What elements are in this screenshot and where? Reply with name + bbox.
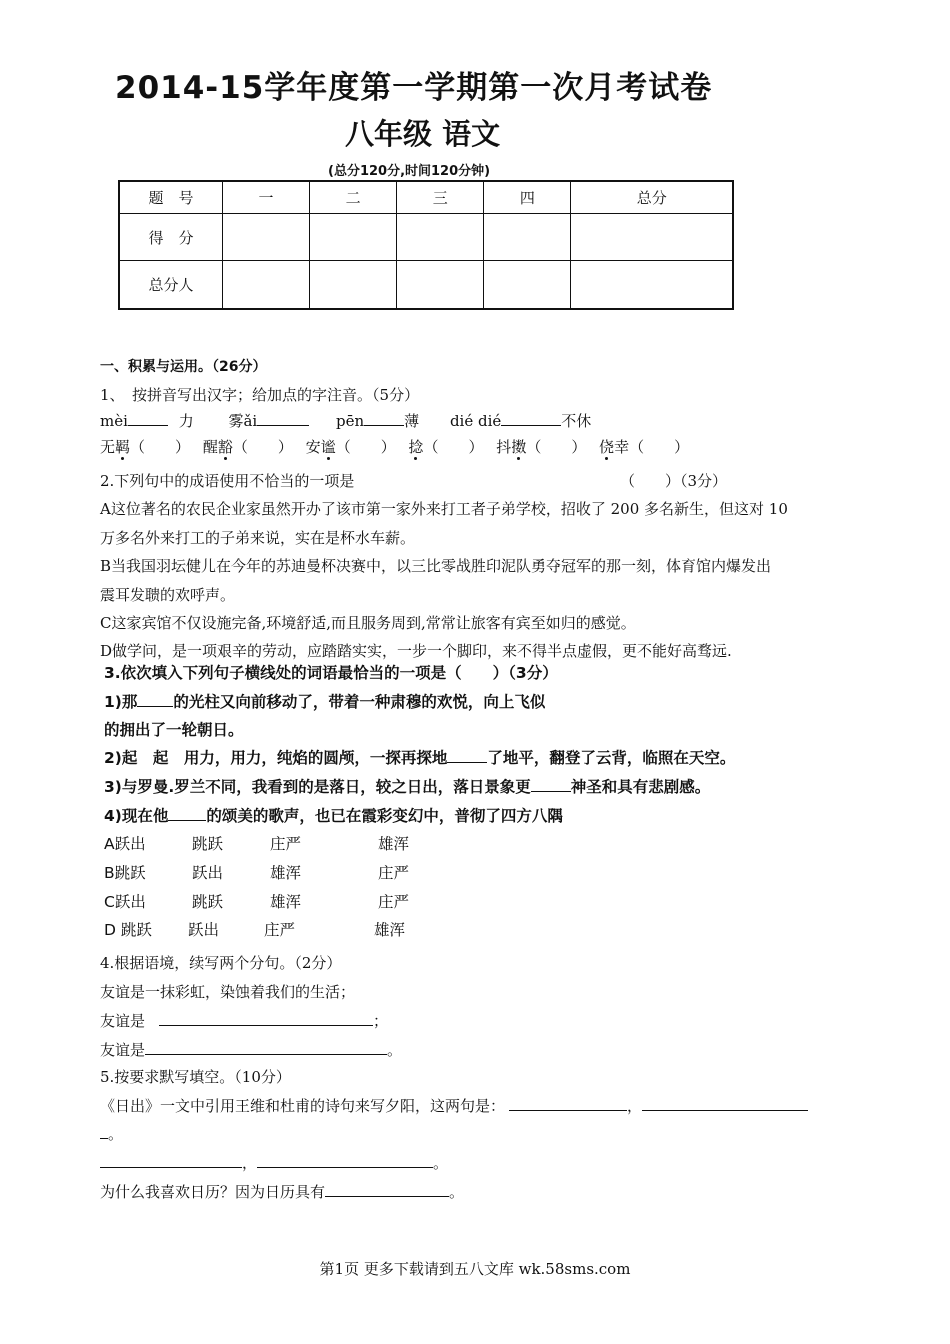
text: 。	[433, 1154, 449, 1172]
blank[interactable]	[257, 411, 309, 426]
score-cell[interactable]	[484, 261, 571, 310]
score-col-header: 一	[223, 181, 310, 214]
q2-stem: 2.下列句中的成语使用不恰当的一项是	[100, 472, 355, 490]
option-text: 庄严	[378, 893, 410, 911]
blank[interactable]	[128, 411, 168, 426]
pinyin: 力	[178, 412, 194, 430]
text: 友谊是	[100, 1012, 146, 1030]
text: ，	[242, 1154, 258, 1172]
score-col-header: 三	[397, 181, 484, 214]
option-text: 跳跃	[192, 835, 224, 853]
option-text: 雄浑	[374, 921, 406, 939]
word-item: 安谧（ ）	[305, 438, 396, 456]
score-col-header: 四	[484, 181, 571, 214]
q4-line-3	[100, 1039, 402, 1060]
section-heading: 一、积累与运用。（26分）	[100, 359, 267, 375]
text: 的颂美的歌声，也已在霞彩变幻中，普彻了四方八隅	[206, 807, 563, 825]
text: 为什么我喜欢日历？因为日历具有	[100, 1183, 326, 1201]
pinyin: 雾ǎi	[228, 412, 258, 430]
q1-words-line	[100, 436, 689, 457]
option-text: 雄浑	[270, 864, 302, 882]
text: 1)那	[104, 693, 138, 711]
q1-stem: 1、 按拼音写出汉字；给加点的字注音。（5分）	[100, 386, 420, 404]
q5-line-1	[100, 1095, 808, 1116]
word-item: 无羁（ ）	[100, 438, 191, 456]
emphasis-char: 豁	[217, 438, 233, 456]
q1-pinyin-line	[100, 410, 591, 431]
score-cell[interactable]	[571, 214, 733, 261]
q3-option-c	[104, 890, 409, 912]
text: ；	[373, 1012, 389, 1030]
text: 《日出》一文中引用王维和杜甫的诗句来写夕阳，这两句是：	[100, 1097, 506, 1115]
answer-blank[interactable]	[145, 1040, 387, 1055]
q3-option-a	[104, 832, 409, 854]
answer-blank[interactable]	[325, 1182, 449, 1197]
blank[interactable]	[137, 692, 173, 707]
text: 友谊是	[100, 1041, 146, 1059]
answer-blank[interactable]	[100, 1153, 242, 1168]
score-cell[interactable]	[571, 261, 733, 310]
answer-blank[interactable]	[159, 1011, 373, 1026]
text: 2)起 起 用力，用力，纯焰的圆颅，一探再探地	[104, 749, 448, 767]
score-col-header: 二	[310, 181, 397, 214]
q2-option-b-cont: 震耳发聩的欢呼声。	[100, 586, 236, 604]
emphasis-char: 谧	[320, 438, 336, 456]
answer-blank[interactable]	[257, 1153, 433, 1168]
answer-blank[interactable]	[509, 1096, 627, 1111]
blank[interactable]	[531, 777, 571, 792]
q3-sentence-2	[104, 746, 735, 768]
text: 4)现在他	[104, 807, 169, 825]
blank[interactable]	[501, 411, 561, 426]
q3-sentence-3	[104, 775, 710, 797]
option-text: 庄严	[270, 835, 302, 853]
blank[interactable]	[447, 748, 487, 763]
pinyin: mèi	[100, 412, 128, 430]
q3-option-b	[104, 861, 409, 883]
score-col-header: 题 号	[119, 181, 223, 214]
exam-note: (总分120分,时间120分钟)	[328, 164, 491, 179]
word-item: 抖擞（ ）	[496, 438, 587, 456]
score-row-header: 得 分	[119, 214, 223, 261]
emphasis-char: 侥	[599, 438, 615, 456]
q3-sentence-1	[104, 690, 545, 712]
pinyin: 不休	[561, 412, 592, 430]
emphasis-char: 捻	[408, 438, 424, 456]
answer-blank[interactable]	[642, 1096, 808, 1111]
word-item: 捻（ ）	[408, 438, 484, 456]
score-row-header: 总分人	[119, 261, 223, 310]
q2-option-a-cont: 万多名外来打工的子弟来说，实在是杯水车薪。	[100, 529, 416, 547]
answer-blank[interactable]	[100, 1124, 108, 1139]
option-text: 跃出	[192, 864, 224, 882]
option-text: 雄浑	[270, 893, 302, 911]
option-text: 跃出	[188, 921, 220, 939]
option-text: D 跳跃	[104, 921, 152, 939]
text: 。	[387, 1041, 403, 1059]
score-cell[interactable]	[310, 214, 397, 261]
q4-line-1: 友谊是一抹彩虹，染蚀着我们的生活；	[100, 983, 356, 1001]
score-col-header: 总分	[571, 181, 733, 214]
q2-score: （ ）（3分）	[620, 472, 728, 490]
q2-option-b: B当我国羽坛健儿在今年的苏迪曼杯决赛中，以三比零战胜印泥队勇夺冠军的那一刻，体育馆内爆发出	[100, 557, 772, 575]
option-text: 跳跃	[192, 893, 224, 911]
option-text: 庄严	[264, 921, 296, 939]
option-text: 庄严	[378, 864, 410, 882]
option-text: 雄浑	[378, 835, 410, 853]
q5-stem: 5.按要求默写填空。（10分）	[100, 1068, 291, 1086]
q4-stem: 4.根据语境，续写两个分句。（2分）	[100, 954, 342, 972]
emphasis-char: 羁	[115, 438, 131, 456]
word-item: 醒豁（ ）	[202, 438, 293, 456]
text: 了地平，翻登了云背，临照在天空。	[487, 749, 736, 767]
text: ，	[627, 1097, 643, 1115]
pinyin: pēn	[336, 412, 365, 430]
word-item: 侥幸（ ）	[599, 438, 690, 456]
emphasis-char: 擞	[511, 438, 527, 456]
text: 。	[108, 1125, 124, 1143]
option-text: C跃出	[104, 893, 146, 911]
exam-subtitle: 八年级 语文	[345, 117, 501, 151]
q2-option-d: D做学问，是一项艰辛的劳动，应踏踏实实，一步一个脚印，来不得半点虚假，更不能好高骛远.	[100, 642, 732, 660]
q5-line-3	[100, 1152, 448, 1173]
option-text: B跳跃	[104, 864, 146, 882]
pinyin: dié dié	[449, 412, 502, 430]
score-cell[interactable]	[310, 261, 397, 310]
score-cell[interactable]	[484, 214, 571, 261]
blank[interactable]	[168, 806, 206, 821]
text: 的光柱又向前移动了，带着一种肃穆的欢悦，向上飞似	[173, 693, 546, 711]
page-footer: 第1页 更多下载请到五八文库 wk.58sms.com	[319, 1260, 631, 1278]
text: 。	[449, 1183, 465, 1201]
q3-option-d	[104, 918, 405, 940]
option-text: A跃出	[104, 835, 146, 853]
q2-option-c: C这家宾馆不仅设施完备,环境舒适,而且服务周到,常常让旅客有宾至如归的感觉。	[100, 614, 636, 632]
text: 3)与罗曼.罗兰不同，我看到的是落日，较之日出，落日景象更	[104, 778, 531, 796]
q4-line-2	[100, 1010, 388, 1031]
text: 神圣和具有悲剧感。	[570, 778, 711, 796]
q3-sentence-4	[104, 804, 563, 826]
q3-sentence-1-cont: 的拥出了一轮朝日。	[104, 721, 244, 739]
q5-line-4	[100, 1181, 464, 1202]
score-table	[118, 180, 734, 310]
score-cell[interactable]	[397, 261, 484, 310]
score-cell[interactable]	[223, 214, 310, 261]
score-cell[interactable]	[223, 261, 310, 310]
q2-stem-line	[100, 470, 728, 491]
blank[interactable]	[364, 411, 404, 426]
q5-line-2	[100, 1123, 123, 1144]
pinyin: 薄	[404, 412, 420, 430]
score-cell[interactable]	[397, 214, 484, 261]
q2-option-a: A这位著名的农民企业家虽然开办了该市第一家外来打工者子弟学校，招收了 200 多名新生，但这对 10	[100, 500, 788, 518]
q3-stem: 3.依次填入下列句子横线处的词语最恰当的一项是（ ）（3分）	[104, 664, 558, 682]
exam-title: 2014-15学年度第一学期第一次月考试卷	[115, 70, 713, 106]
